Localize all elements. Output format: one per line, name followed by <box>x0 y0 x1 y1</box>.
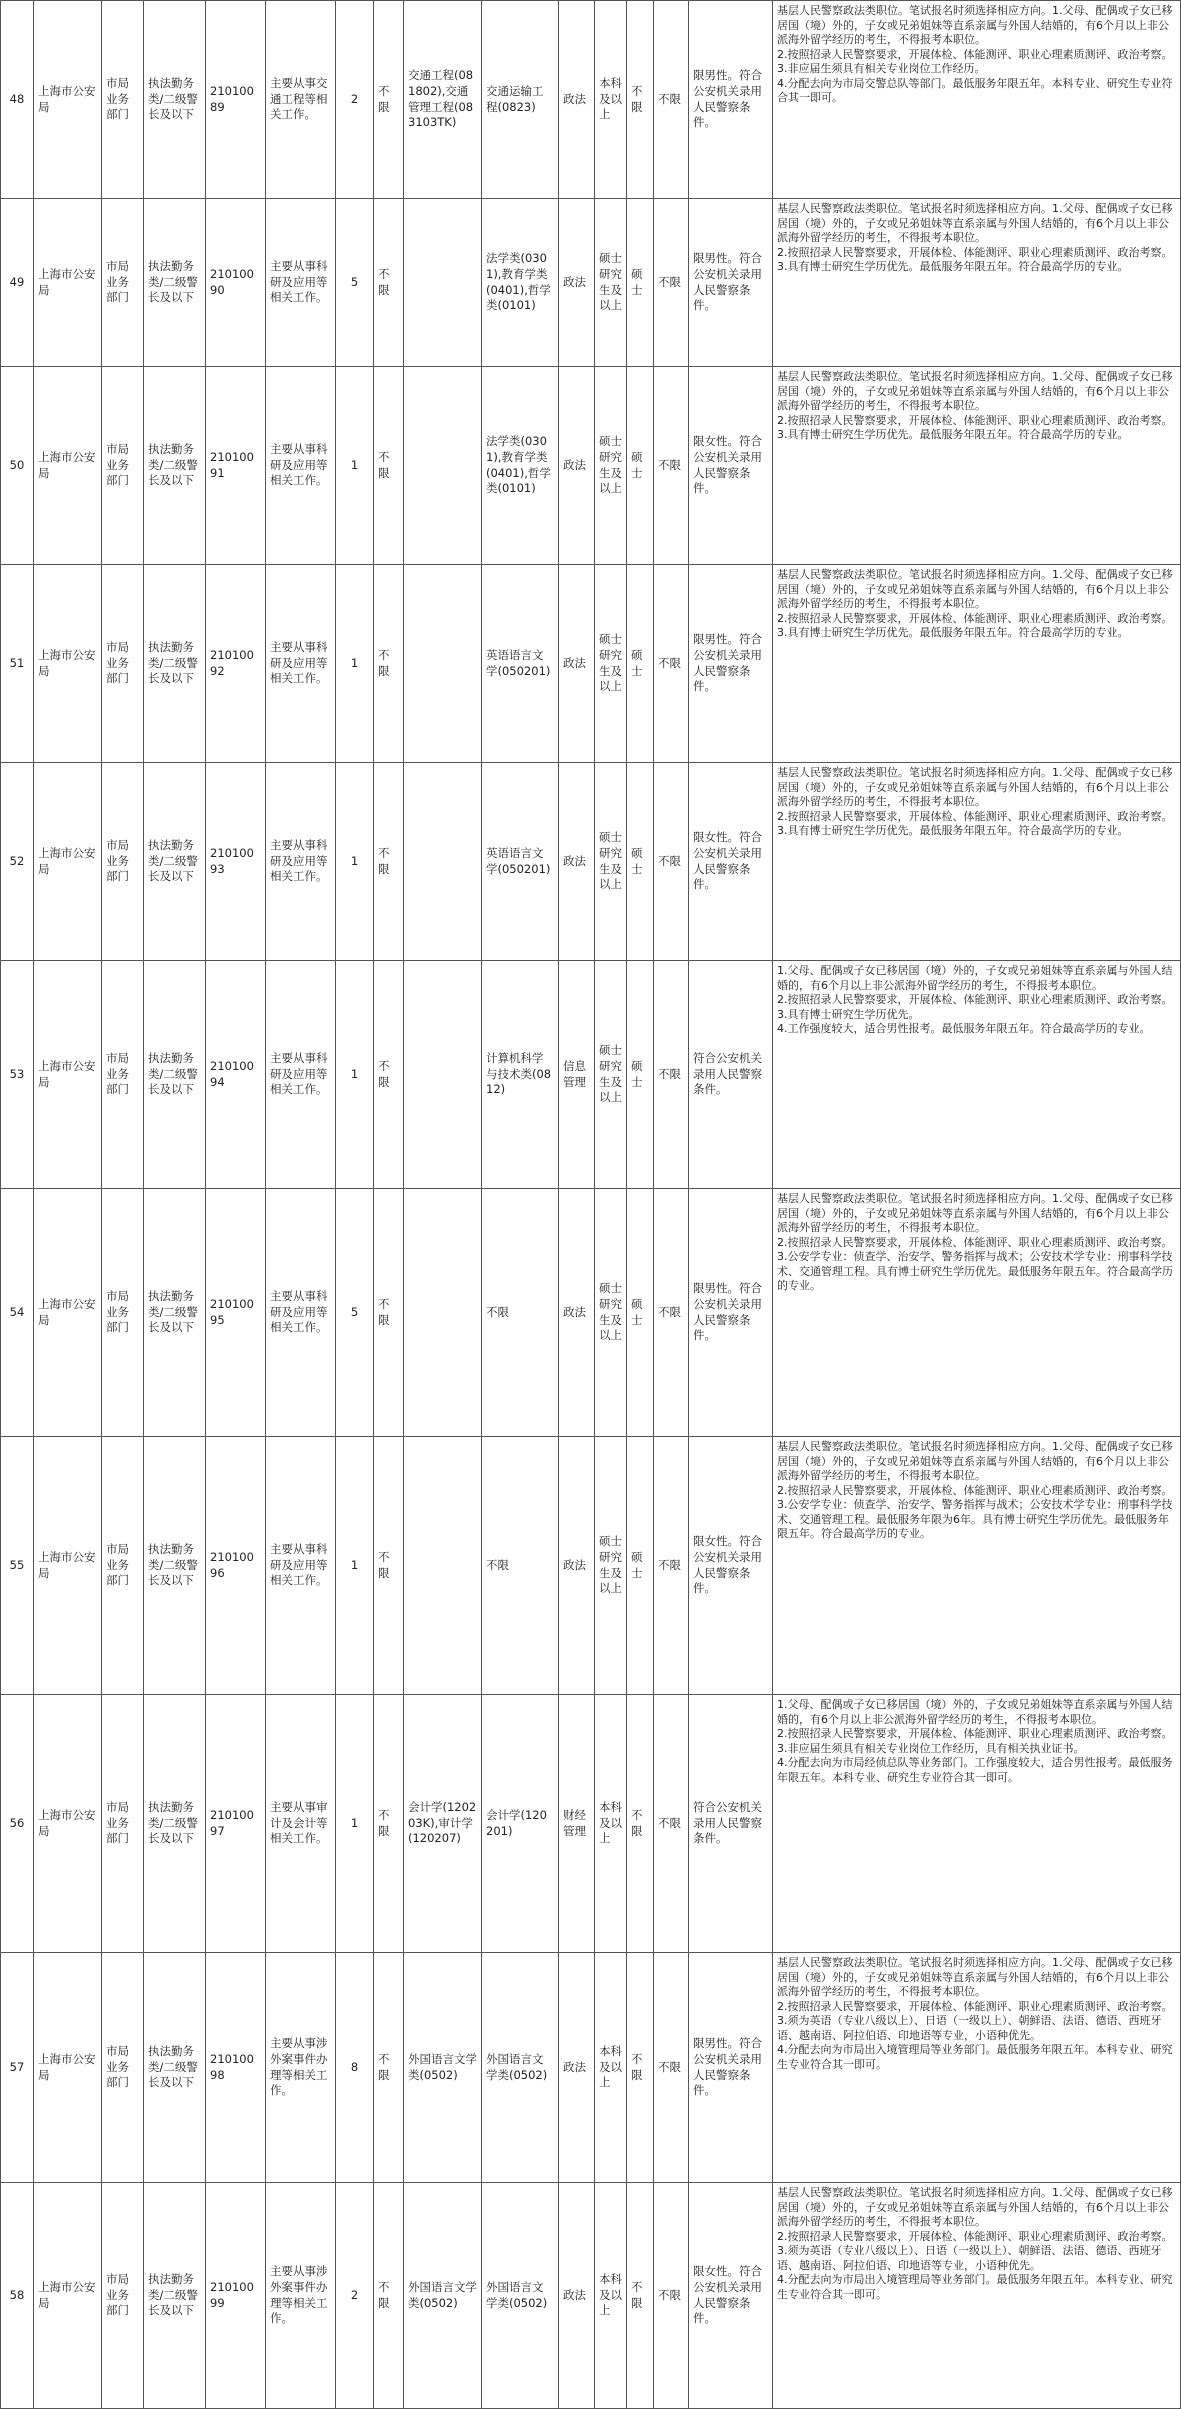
table-row <box>1 2183 1181 2409</box>
conditions-cell: 符合公安机关录用人民警察条件。 <box>689 1695 773 1953</box>
table-row <box>1 565 1181 763</box>
exam-category-cell: 政法 <box>559 1953 595 2183</box>
gender-cell: 不限 <box>374 1189 404 1437</box>
exam-category-cell: 信息管理 <box>559 961 595 1189</box>
table-row <box>1 1437 1181 1695</box>
degree-cell: 硕士 <box>627 1189 654 1437</box>
position-level-cell: 执法勤务类/二级警长及以下 <box>144 1695 206 1953</box>
conditions-cell: 限男性。符合公安机关录用人民警察条件。 <box>689 1953 773 2183</box>
graduate-major-cell: 外国语言文学类(0502) <box>482 2183 559 2409</box>
undergraduate-major-cell: 会计学(120203K),审计学(120207) <box>404 1695 482 1953</box>
graduate-major-cell: 会计学(120201) <box>482 1695 559 1953</box>
notes-cell: 基层人民警察政法类职位。笔试报名时须选择相应方向。1.父母、配偶或子女已移居国（境）外的，子女或兄弟姐妹等直系亲属与外国人结婚的，有6个月以上非公派海外留学经历的考生，不得报考本职位。 2.按照招录人民警察要求，开展体检、体能测评、职业心理素质测评、政治考察。 3.具有博士研究生学历优先。最低服务年限五年。符合最高学历的专业。 <box>773 367 1181 565</box>
conditions-cell: 限女性。符合公安机关录用人民警察条件。 <box>689 1437 773 1695</box>
exam-category-cell: 政法 <box>559 565 595 763</box>
conditions-cell: 限男性。符合公安机关录用人民警察条件。 <box>689 199 773 367</box>
conditions-cell: 限男性。符合公安机关录用人民警察条件。 <box>689 1189 773 1437</box>
undergraduate-major-cell: 外国语言文学类(0502) <box>404 2183 482 2409</box>
age-cell: 不限 <box>654 565 689 763</box>
position-code-cell: 21010090 <box>206 199 266 367</box>
degree-cell: 不限 <box>627 1953 654 2183</box>
row-number-cell: 51 <box>1 565 34 763</box>
gender-cell: 不限 <box>374 1437 404 1695</box>
gender-cell: 不限 <box>374 763 404 961</box>
gender-cell: 不限 <box>374 199 404 367</box>
job-description-cell: 主要从事科研及应用等相关工作。 <box>266 1437 336 1695</box>
job-description-cell: 主要从事交通工程等相关工作。 <box>266 1 336 199</box>
position-code-cell: 21010093 <box>206 763 266 961</box>
organization-cell: 上海市公安局 <box>34 1 102 199</box>
graduate-major-cell: 外国语言文学类(0502) <box>482 1953 559 2183</box>
education-cell: 本科及以上 <box>595 1695 627 1953</box>
education-cell: 硕士研究生及以上 <box>595 367 627 565</box>
education-cell: 硕士研究生及以上 <box>595 961 627 1189</box>
education-cell: 硕士研究生及以上 <box>595 199 627 367</box>
degree-cell: 硕士 <box>627 1437 654 1695</box>
hiring-count-cell: 1 <box>336 565 374 763</box>
age-cell: 不限 <box>654 199 689 367</box>
age-cell: 不限 <box>654 367 689 565</box>
table-row <box>1 367 1181 565</box>
exam-category-cell: 政法 <box>559 763 595 961</box>
row-number-cell: 48 <box>1 1 34 199</box>
age-cell: 不限 <box>654 1695 689 1953</box>
position-level-cell: 执法勤务类/二级警长及以下 <box>144 763 206 961</box>
position-code-cell: 21010099 <box>206 2183 266 2409</box>
education-cell: 硕士研究生及以上 <box>595 763 627 961</box>
exam-category-cell: 政法 <box>559 367 595 565</box>
undergraduate-major-cell: 外国语言文学类(0502) <box>404 1953 482 2183</box>
degree-cell: 硕士 <box>627 763 654 961</box>
table-row <box>1 1695 1181 1953</box>
graduate-major-cell: 法学类(0301),教育学类(0401),哲学类(0101) <box>482 199 559 367</box>
education-cell: 本科及以上 <box>595 1953 627 2183</box>
age-cell: 不限 <box>654 1437 689 1695</box>
organization-cell: 上海市公安局 <box>34 1189 102 1437</box>
hiring-count-cell: 1 <box>336 1695 374 1953</box>
notes-cell: 基层人民警察政法类职位。笔试报名时须选择相应方向。1.父母、配偶或子女已移居国（境）外的，子女或兄弟姐妹等直系亲属与外国人结婚的，有6个月以上非公派海外留学经历的考生，不得报考本职位。 2.按照招录人民警察要求，开展体检、体能测评、职业心理素质测评、政治考察。 3.具有博士研究生学历优先。最低服务年限五年。符合最高学历的专业。 <box>773 565 1181 763</box>
undergraduate-major-cell <box>404 565 482 763</box>
organization-cell: 上海市公安局 <box>34 1437 102 1695</box>
department-cell: 市局业务部门 <box>102 763 144 961</box>
organization-cell: 上海市公安局 <box>34 199 102 367</box>
job-description-cell: 主要从事科研及应用等相关工作。 <box>266 961 336 1189</box>
degree-cell: 硕士 <box>627 565 654 763</box>
position-level-cell: 执法勤务类/二级警长及以下 <box>144 1953 206 2183</box>
position-level-cell: 执法勤务类/二级警长及以下 <box>144 367 206 565</box>
row-number-cell: 57 <box>1 1953 34 2183</box>
row-number-cell: 54 <box>1 1189 34 1437</box>
row-number-cell: 49 <box>1 199 34 367</box>
exam-category-cell: 政法 <box>559 2183 595 2409</box>
age-cell: 不限 <box>654 1 689 199</box>
degree-cell: 硕士 <box>627 199 654 367</box>
department-cell: 市局业务部门 <box>102 1695 144 1953</box>
gender-cell: 不限 <box>374 1 404 199</box>
position-code-cell: 21010096 <box>206 1437 266 1695</box>
conditions-cell: 限女性。符合公安机关录用人民警察条件。 <box>689 763 773 961</box>
graduate-major-cell: 不限 <box>482 1437 559 1695</box>
organization-cell: 上海市公安局 <box>34 1695 102 1953</box>
degree-cell: 不限 <box>627 1 654 199</box>
department-cell: 市局业务部门 <box>102 1189 144 1437</box>
position-code-cell: 21010095 <box>206 1189 266 1437</box>
undergraduate-major-cell <box>404 367 482 565</box>
notes-cell: 基层人民警察政法类职位。笔试报名时须选择相应方向。1.父母、配偶或子女已移居国（境）外的，子女或兄弟姐妹等直系亲属与外国人结婚的，有6个月以上非公派海外留学经历的考生，不得报考本职位。 2.按照招录人民警察要求，开展体检、体能测评、职业心理素质测评、政治考察。 3.须为英语（专业八级以上）、日语（一级以上）、朝鲜语、法语、德语、西班牙语、越南语、阿拉伯语、印地语等专业，小语种优先。 4.分配去向为市局出入境管理局等业务部门。最低服务年限五年。本科专业、研究生专业符合其一即可。 <box>773 1953 1181 2183</box>
position-level-cell: 执法勤务类/二级警长及以下 <box>144 961 206 1189</box>
education-cell: 本科及以上 <box>595 1 627 199</box>
exam-category-cell: 政法 <box>559 1189 595 1437</box>
exam-category-cell: 政法 <box>559 1437 595 1695</box>
department-cell: 市局业务部门 <box>102 1953 144 2183</box>
job-description-cell: 主要从事科研及应用等相关工作。 <box>266 565 336 763</box>
row-number-cell: 52 <box>1 763 34 961</box>
hiring-count-cell: 1 <box>336 1437 374 1695</box>
organization-cell: 上海市公安局 <box>34 2183 102 2409</box>
hiring-count-cell: 1 <box>336 961 374 1189</box>
row-number-cell: 55 <box>1 1437 34 1695</box>
age-cell: 不限 <box>654 961 689 1189</box>
department-cell: 市局业务部门 <box>102 367 144 565</box>
graduate-major-cell: 交通运输工程(0823) <box>482 1 559 199</box>
exam-category-cell: 政法 <box>559 1 595 199</box>
job-description-cell: 主要从事审计及会计等相关工作。 <box>266 1695 336 1953</box>
notes-cell: 1.父母、配偶或子女已移居国（境）外的，子女或兄弟姐妹等直系亲属与外国人结婚的，有6个月以上非公派海外留学经历的考生，不得报考本职位。 2.按照招录人民警察要求，开展体检、体能测评、职业心理素质测评、政治考察。 3.具有博士研究生学历优先。 4.工作强度较大，适合男性报考。最低服务年限五年。符合最高学历的专业。 <box>773 961 1181 1189</box>
undergraduate-major-cell <box>404 961 482 1189</box>
hiring-count-cell: 1 <box>336 763 374 961</box>
gender-cell: 不限 <box>374 565 404 763</box>
graduate-major-cell: 不限 <box>482 1189 559 1437</box>
notes-cell: 基层人民警察政法类职位。笔试报名时须选择相应方向。1.父母、配偶或子女已移居国（境）外的，子女或兄弟姐妹等直系亲属与外国人结婚的，有6个月以上非公派海外留学经历的考生，不得报考本职位。 2.按照招录人民警察要求，开展体检、体能测评、职业心理素质测评、政治考察。 3.非应届生须具有相关专业岗位工作经历。 4.分配去向为市局交警总队等部门。最低服务年限五年。本科专业、研究生专业符合其一即可。 <box>773 1 1181 199</box>
education-cell: 硕士研究生及以上 <box>595 565 627 763</box>
position-level-cell: 执法勤务类/二级警长及以下 <box>144 1189 206 1437</box>
education-cell: 硕士研究生及以上 <box>595 1437 627 1695</box>
job-description-cell: 主要从事涉外案事件办理等相关工作。 <box>266 2183 336 2409</box>
row-number-cell: 53 <box>1 961 34 1189</box>
job-description-cell: 主要从事科研及应用等相关工作。 <box>266 367 336 565</box>
department-cell: 市局业务部门 <box>102 2183 144 2409</box>
table-row <box>1 961 1181 1189</box>
organization-cell: 上海市公安局 <box>34 1953 102 2183</box>
department-cell: 市局业务部门 <box>102 961 144 1189</box>
position-level-cell: 执法勤务类/二级警长及以下 <box>144 1437 206 1695</box>
department-cell: 市局业务部门 <box>102 1 144 199</box>
department-cell: 市局业务部门 <box>102 1437 144 1695</box>
age-cell: 不限 <box>654 1189 689 1437</box>
conditions-cell: 限男性。符合公安机关录用人民警察条件。 <box>689 1 773 199</box>
notes-cell: 基层人民警察政法类职位。笔试报名时须选择相应方向。1.父母、配偶或子女已移居国（境）外的，子女或兄弟姐妹等直系亲属与外国人结婚的，有6个月以上非公派海外留学经历的考生，不得报考本职位。 2.按照招录人民警察要求，开展体检、体能测评、职业心理素质测评、政治考察。 3.公安学专业：侦查学、治安学、警务指挥与战术；公安技术学专业：刑事科学技术、交通管理工程。具有博士研究生学历优先。最低服务年限五年。符合最高学历的专业。 <box>773 1189 1181 1437</box>
gender-cell: 不限 <box>374 2183 404 2409</box>
hiring-count-cell: 2 <box>336 2183 374 2409</box>
gender-cell: 不限 <box>374 1953 404 2183</box>
position-code-cell: 21010091 <box>206 367 266 565</box>
department-cell: 市局业务部门 <box>102 199 144 367</box>
graduate-major-cell: 英语语言文学(050201) <box>482 763 559 961</box>
position-code-cell: 21010089 <box>206 1 266 199</box>
table-row <box>1 1189 1181 1437</box>
notes-cell: 基层人民警察政法类职位。笔试报名时须选择相应方向。1.父母、配偶或子女已移居国（境）外的，子女或兄弟姐妹等直系亲属与外国人结婚的，有6个月以上非公派海外留学经历的考生，不得报考本职位。 2.按照招录人民警察要求，开展体检、体能测评、职业心理素质测评、政治考察。 3.公安学专业：侦查学、治安学、警务指挥与战术；公安技术学专业：刑事科学技术、交通管理工程。最低服务年限为6年。具有博士研究生学历优先。最低服务年限五年。符合最高学历的专业。 <box>773 1437 1181 1695</box>
position-code-cell: 21010094 <box>206 961 266 1189</box>
hiring-count-cell: 5 <box>336 199 374 367</box>
undergraduate-major-cell <box>404 199 482 367</box>
job-description-cell: 主要从事科研及应用等相关工作。 <box>266 763 336 961</box>
table-row <box>1 763 1181 961</box>
gender-cell: 不限 <box>374 367 404 565</box>
conditions-cell: 限女性。符合公安机关录用人民警察条件。 <box>689 367 773 565</box>
notes-cell: 基层人民警察政法类职位。笔试报名时须选择相应方向。1.父母、配偶或子女已移居国（境）外的，子女或兄弟姐妹等直系亲属与外国人结婚的，有6个月以上非公派海外留学经历的考生，不得报考本职位。 2.按照招录人民警察要求，开展体检、体能测评、职业心理素质测评、政治考察。 3.具有博士研究生学历优先。最低服务年限五年。符合最高学历的专业。 <box>773 199 1181 367</box>
conditions-cell: 限女性。符合公安机关录用人民警察条件。 <box>689 2183 773 2409</box>
undergraduate-major-cell <box>404 763 482 961</box>
table-row <box>1 199 1181 367</box>
row-number-cell: 56 <box>1 1695 34 1953</box>
degree-cell: 硕士 <box>627 961 654 1189</box>
position-level-cell: 执法勤务类/二级警长及以下 <box>144 2183 206 2409</box>
undergraduate-major-cell <box>404 1437 482 1695</box>
position-level-cell: 执法勤务类/二级警长及以下 <box>144 199 206 367</box>
job-description-cell: 主要从事科研及应用等相关工作。 <box>266 1189 336 1437</box>
hiring-count-cell: 2 <box>336 1 374 199</box>
row-number-cell: 50 <box>1 367 34 565</box>
position-code-cell: 21010092 <box>206 565 266 763</box>
conditions-cell: 限男性。符合公安机关录用人民警察条件。 <box>689 565 773 763</box>
organization-cell: 上海市公安局 <box>34 565 102 763</box>
position-code-cell: 21010097 <box>206 1695 266 1953</box>
organization-cell: 上海市公安局 <box>34 763 102 961</box>
undergraduate-major-cell: 交通工程(081802),交通管理工程(083103TK) <box>404 1 482 199</box>
position-level-cell: 执法勤务类/二级警长及以下 <box>144 1 206 199</box>
organization-cell: 上海市公安局 <box>34 961 102 1189</box>
education-cell: 本科及以上 <box>595 2183 627 2409</box>
hiring-count-cell: 1 <box>336 367 374 565</box>
graduate-major-cell: 法学类(0301),教育学类(0401),哲学类(0101) <box>482 367 559 565</box>
organization-cell: 上海市公安局 <box>34 367 102 565</box>
position-code-cell: 21010098 <box>206 1953 266 2183</box>
graduate-major-cell: 计算机科学与技术类(0812) <box>482 961 559 1189</box>
exam-category-cell: 财经管理 <box>559 1695 595 1953</box>
job-description-cell: 主要从事涉外案事件办理等相关工作。 <box>266 1953 336 2183</box>
degree-cell: 不限 <box>627 2183 654 2409</box>
notes-cell: 基层人民警察政法类职位。笔试报名时须选择相应方向。1.父母、配偶或子女已移居国（境）外的，子女或兄弟姐妹等直系亲属与外国人结婚的，有6个月以上非公派海外留学经历的考生，不得报考本职位。 2.按照招录人民警察要求，开展体检、体能测评、职业心理素质测评、政治考察。 3.具有博士研究生学历优先。最低服务年限五年。符合最高学历的专业。 <box>773 763 1181 961</box>
conditions-cell: 符合公安机关录用人民警察条件。 <box>689 961 773 1189</box>
hiring-count-cell: 8 <box>336 1953 374 2183</box>
education-cell: 硕士研究生及以上 <box>595 1189 627 1437</box>
table-row <box>1 1953 1181 2183</box>
position-level-cell: 执法勤务类/二级警长及以下 <box>144 565 206 763</box>
gender-cell: 不限 <box>374 1695 404 1953</box>
age-cell: 不限 <box>654 2183 689 2409</box>
degree-cell: 硕士 <box>627 367 654 565</box>
gender-cell: 不限 <box>374 961 404 1189</box>
undergraduate-major-cell <box>404 1189 482 1437</box>
age-cell: 不限 <box>654 763 689 961</box>
table-row <box>1 1 1181 199</box>
table-body <box>1 1 1181 2409</box>
age-cell: 不限 <box>654 1953 689 2183</box>
hiring-count-cell: 5 <box>336 1189 374 1437</box>
exam-category-cell: 政法 <box>559 199 595 367</box>
notes-cell: 基层人民警察政法类职位。笔试报名时须选择相应方向。1.父母、配偶或子女已移居国（境）外的，子女或兄弟姐妹等直系亲属与外国人结婚的，有6个月以上非公派海外留学经历的考生，不得报考本职位。 2.按照招录人民警察要求，开展体检、体能测评、职业心理素质测评、政治考察。 3.须为英语（专业八级以上）、日语（一级以上）、朝鲜语、法语、德语、西班牙语、越南语、阿拉伯语、印地语等专业，小语种优先。 4.分配去向为市局出入境管理局等业务部门。最低服务年限五年。本科专业、研究生专业符合其一即可。 <box>773 2183 1181 2409</box>
job-description-cell: 主要从事科研及应用等相关工作。 <box>266 199 336 367</box>
notes-cell: 1.父母、配偶或子女已移居国（境）外的，子女或兄弟姐妹等直系亲属与外国人结婚的，有6个月以上非公派海外留学经历的考生，不得报考本职位。 2.按照招录人民警察要求，开展体检、体能测评、职业心理素质测评、政治考察。 3.非应届生须具有相关专业岗位工作经历，具有相关执业证书。 4.分配去向为市局经侦总队等业务部门。工作强度较大，适合男性报考。最低服务年限五年。本科专业、研究生专业符合其一即可。 <box>773 1695 1181 1953</box>
row-number-cell: 58 <box>1 2183 34 2409</box>
department-cell: 市局业务部门 <box>102 565 144 763</box>
degree-cell: 不限 <box>627 1695 654 1953</box>
graduate-major-cell: 英语语言文学(050201) <box>482 565 559 763</box>
